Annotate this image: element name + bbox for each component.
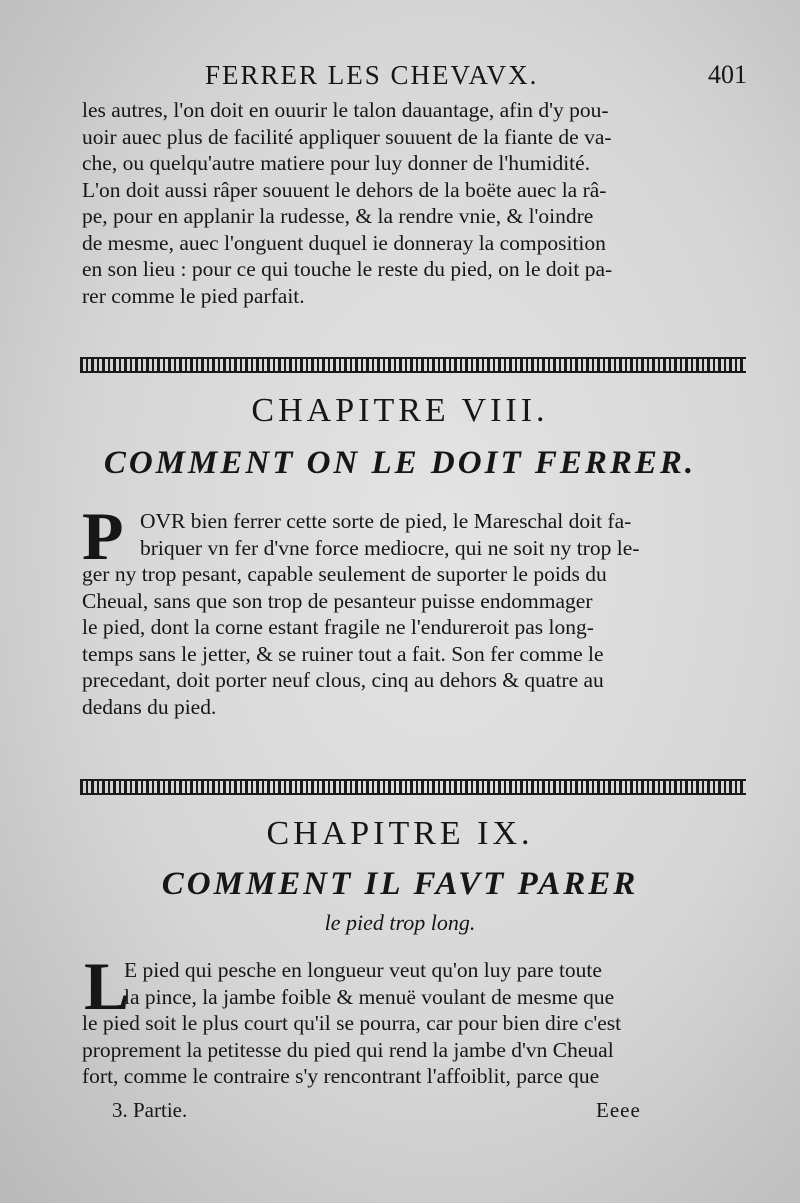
text-line: les autres, l'on doit en ouurir le talon dauantage, afin d'y pou-: [82, 98, 609, 122]
page-footer: [0, 1098, 800, 1128]
text-line: briquer vn fer d'vne force mediocre, qui ne soit ny trop le-: [140, 535, 640, 560]
text-line: fort, comme le contraire s'y rencontrant l'affoiblit, parce que: [82, 1064, 600, 1088]
text-line: rer comme le pied parfait.: [82, 283, 305, 308]
text-line: pe, pour en applanir la rudesse, & la rendre vnie, & l'oindre: [82, 204, 594, 228]
chapter-8-subtitle: COMMENT ON LE DOIT FERRER.: [103, 445, 697, 481]
text-line: uoir auec plus de facilité appliquer souuent de la fiante de va-: [82, 124, 612, 149]
text-line: proprement la petitesse du pied qui rend la jambe d'vn Cheual: [82, 1037, 614, 1062]
chapter-9-heading: CHAPITRE IX.: [266, 815, 534, 852]
text-line: Cheual, sans que son trop de pesanteur puisse endommager: [82, 588, 593, 613]
text-line: ger ny trop pesant, capable seulement de suporter le poids du: [82, 562, 607, 586]
text-line: temps sans le jetter, & se ruiner tout a fait. Son fer comme le: [82, 641, 604, 666]
signature-left: 3. Partie.: [112, 1098, 188, 1122]
text-line: le pied soit le plus court qu'il se pourra, car pour bien dire c'est: [82, 1011, 622, 1035]
running-title: FERRER LES CHEVAVX.: [205, 60, 539, 90]
signature-right: Eeee: [596, 1098, 641, 1122]
chapter-9-subtitle-line-2: le pied trop long.: [324, 910, 476, 935]
text-line: de mesme, auec l'onguent duquel ie donneray la composition: [82, 230, 606, 255]
page-header: [0, 58, 800, 98]
text-line: che, ou quelqu'autre matiere pour luy donner de l'humidité.: [82, 151, 591, 175]
chapter-9-subtitle: COMMENT IL FAVT PARER: [161, 866, 639, 902]
ornamental-rule: [80, 357, 746, 373]
chapter-8-heading: CHAPITRE VIII.: [251, 392, 549, 429]
ornamental-rule: [80, 779, 746, 795]
text-line: en son lieu : pour ce qui touche le reste du pied, on le doit pa-: [82, 257, 613, 281]
text-line: le pied, dont la corne estant fragile ne l'endureroit pas long-: [82, 615, 594, 639]
text-line: precedant, doit porter neuf clous, cinq au dehors & quatre au: [82, 668, 604, 692]
text-line: dedans du pied.: [82, 694, 217, 719]
intro-paragraph: [82, 97, 746, 309]
text-line: OVR bien ferrer cette sorte de pied, le Mareschal doit fa-: [140, 509, 632, 533]
drop-cap: L: [84, 948, 130, 1024]
text-line: la pince, la jambe foible & menuë voulant de mesme que: [124, 984, 615, 1009]
chapter-9-paragraph: [82, 957, 746, 1090]
text-line: L'on doit aussi râper souuent le dehors de la boëte auec la râ-: [82, 177, 607, 202]
text-line: E pied qui pesche en longueur veut qu'on luy pare toute: [124, 958, 602, 982]
chapter-8-paragraph: [82, 508, 746, 720]
drop-cap: P: [82, 498, 124, 574]
page-number: 401: [708, 60, 747, 89]
